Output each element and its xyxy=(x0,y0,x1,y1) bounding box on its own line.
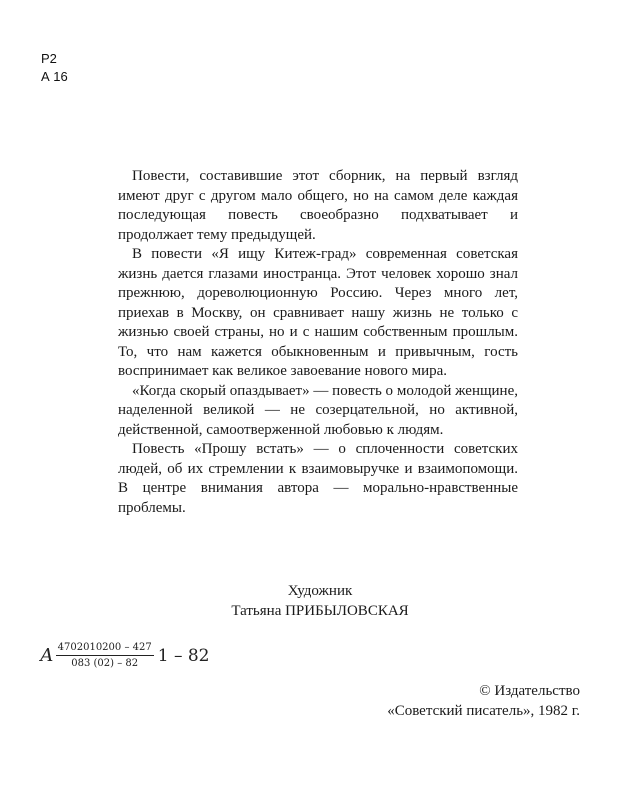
publication-code xyxy=(40,642,209,669)
bbk-code: А 16 xyxy=(41,69,68,84)
code-denominator: 083 (02) – 82 xyxy=(71,658,139,669)
code-fraction xyxy=(56,642,154,669)
code-numerator: 4702010200 – 427 xyxy=(56,642,154,656)
copyright-publisher: © Издательство xyxy=(479,683,580,699)
artist-name: Татьяна ПРИБЫЛОВСКАЯ xyxy=(231,603,409,619)
artist-credit xyxy=(130,581,510,621)
annotation-paragraph: Повести, составившие этот сборник, на первый взгляд имеют друг с другом мало общего, но на самом деле каждая последующая повесть своеобразно подхватывает и продолжает тему предыдущей. xyxy=(118,168,518,243)
code-letter: А xyxy=(40,645,54,666)
annotation-paragraph: В повести «Я ищу Китеж-град» современная советская жизнь дается глазами иностранца. Этот человек хорошо знал прежнюю, дореволюционную Россию. Через много лет, приехав в Москву, он сравнивает нашу жизнь не только с жизнью своей страны, но и с нашим собственным прошлым. То, что нам кажется обыкновенным и привычным, гость воспринимает как великое завоевание нового мира. xyxy=(118,246,518,379)
book-annotation xyxy=(118,167,518,518)
artist-role: Художник xyxy=(287,583,353,599)
annotation-paragraph: «Когда скорый опаздывает» — повесть о молодой женщине, наделенной великой — не созерцательной, но активной, действенной, самоотверженной любовью к людям. xyxy=(118,382,518,438)
copyright-year: «Советский писатель», 1982 г. xyxy=(387,703,580,719)
annotation-paragraph: Повесть «Прошу встать» — о сплоченности советских людей, об их стремлении к взаимовыручке и взаимопомощи. В центре внимания автора — морально-нравственные проблемы. xyxy=(118,441,518,516)
copyright-notice xyxy=(387,681,580,721)
code-suffix: 1 – 82 xyxy=(157,645,210,666)
classification-index xyxy=(41,50,68,86)
udk-code: Р2 xyxy=(41,51,57,66)
